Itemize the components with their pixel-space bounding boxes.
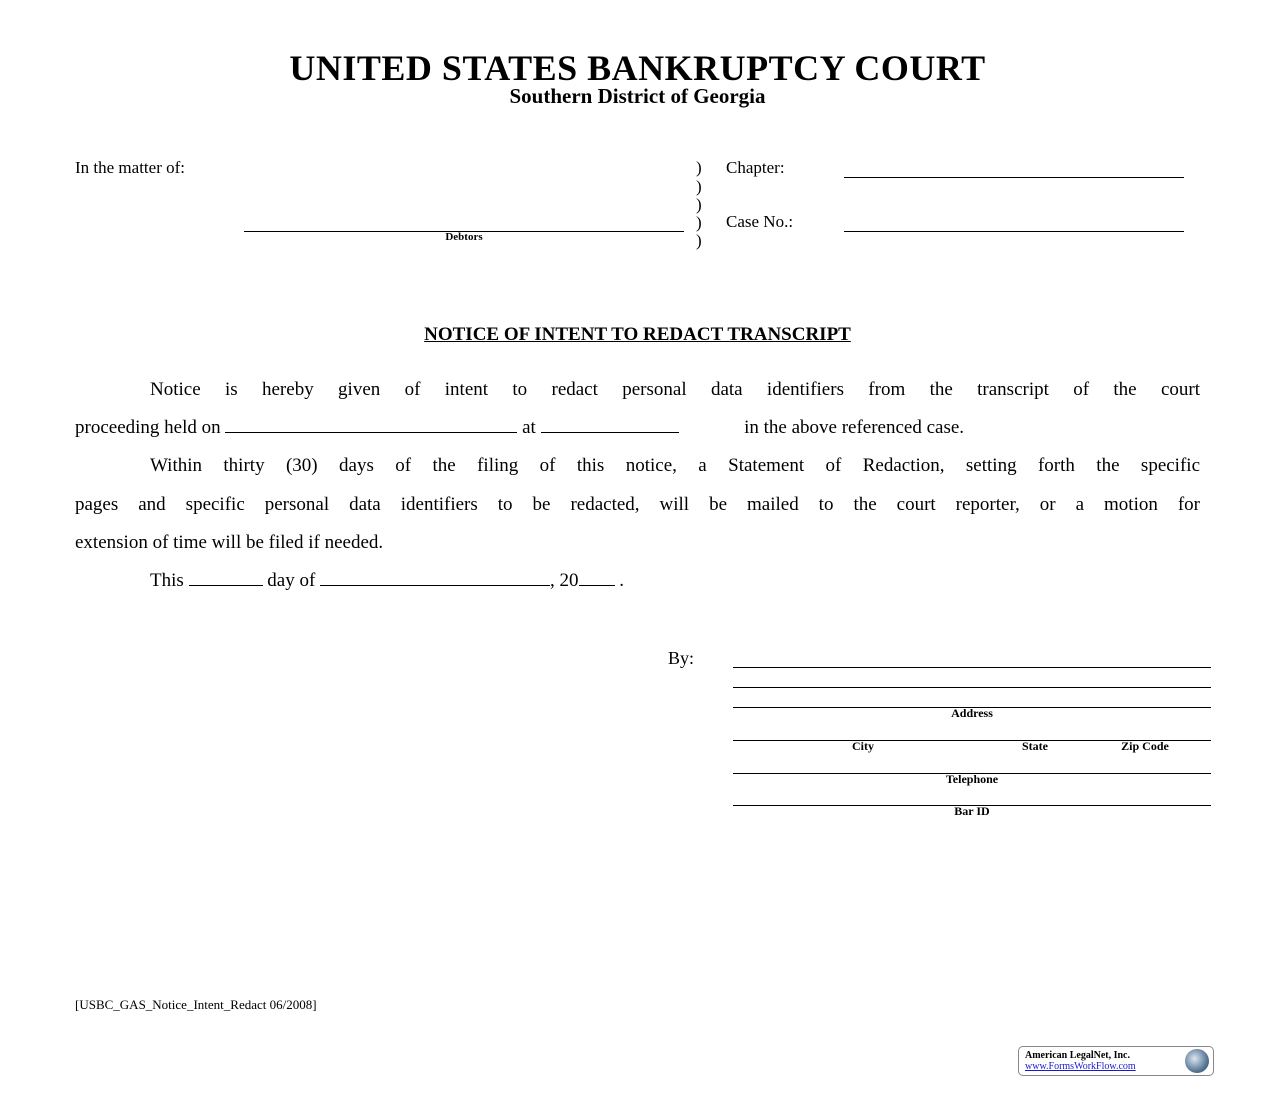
district-subtitle: Southern District of Georgia [509,84,766,108]
paren: ) [696,195,702,214]
telephone-label: Telephone [945,772,999,786]
paragraph-1-line-2 [75,417,1200,439]
year-prefix: , 20 [550,570,579,591]
logo-url-link[interactable]: www.FormsWorkFlow.com [1025,1061,1136,1072]
matter-label: In the matter of: [75,158,185,177]
referenced-case-text: in the above referenced case. [744,417,965,438]
logo-name: American LegalNet, Inc. [1025,1050,1130,1061]
day-field[interactable] [189,571,263,586]
chapter-field[interactable] [844,177,1184,178]
date-line [75,570,1200,592]
this-label: This [150,570,184,591]
state-label: State [1022,739,1048,753]
form-id: [USBC_GAS_Notice_Intent_Redact 06/2008] [75,997,317,1012]
paragraph-2-line-2: pages and specific personal data identifiers to be redacted, will be mailed to the court reporter, or a motion for [75,494,1200,515]
paragraph-1-line-1: Notice is hereby given of intent to redact personal data identifiers from the transcript of the court [150,379,1200,400]
month-field[interactable] [320,571,550,586]
globe-icon [1185,1049,1209,1073]
paren: ) [696,158,702,177]
year-field[interactable] [579,571,615,586]
paragraph-2-line-3: extension of time will be filed if needed. [75,532,384,553]
bar-id-label: Bar ID [954,804,990,818]
case-number-label: Case No.: [726,212,794,231]
day-of-label: day of [267,570,316,591]
paren: ) [696,213,702,232]
case-number-field[interactable] [844,231,1184,232]
proceeding-label: proceeding held on [75,417,221,438]
city-label: City [852,739,874,753]
name-field[interactable] [733,687,1211,688]
american-legalnet-logo[interactable] [1018,1046,1214,1076]
notice-heading: NOTICE OF INTENT TO REDACT TRANSCRIPT [424,324,851,345]
period: . [619,570,625,591]
paren: ) [696,177,702,196]
paren: ) [696,231,702,250]
chapter-label: Chapter: [726,158,785,177]
debtors-label: Debtors [445,231,483,243]
zip-label: Zip Code [1121,739,1169,753]
at-label: at [522,417,536,438]
address-label: Address [951,706,993,720]
by-label: By: [668,648,695,668]
proceeding-time-field[interactable] [541,418,679,433]
paragraph-2-line-1: Within thirty (30) days of the filing of this notice, a Statement of Redaction, setting forth the specific [150,455,1200,476]
signature-field[interactable] [733,667,1211,668]
court-title: UNITED STATES BANKRUPTCY COURT [289,48,986,88]
proceeding-date-field[interactable] [225,418,517,433]
